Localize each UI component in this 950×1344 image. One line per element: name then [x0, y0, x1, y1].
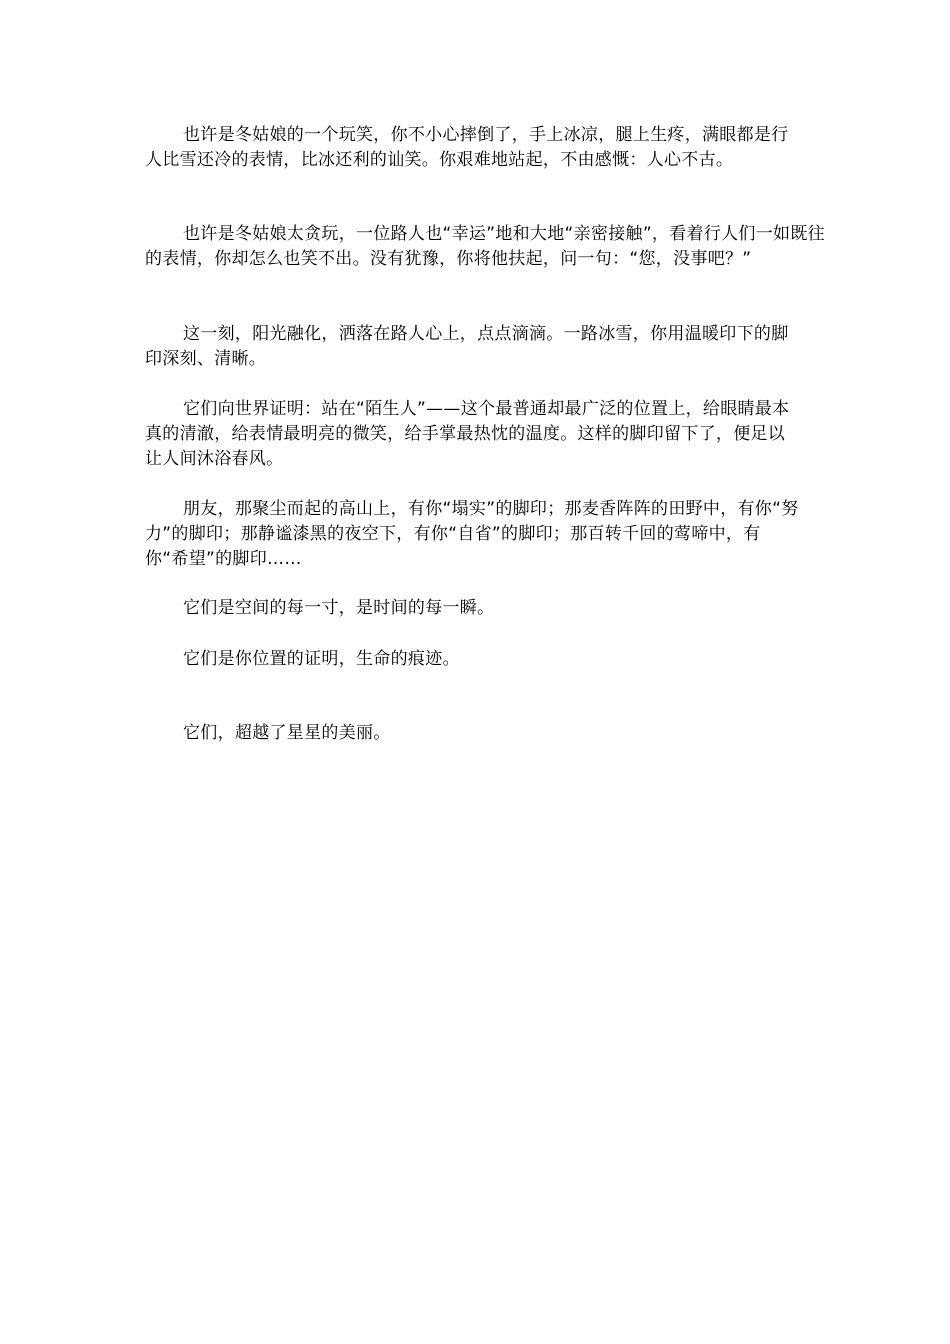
paragraph-2: 也许是冬姑娘太贪玩，一位路人也“幸运”地和大地“亲密接触”，看着行人们一如既往的表情，你却怎么也笑不出。没有犹豫，你将他扶起，问一句：“您，没事吧？” — [145, 224, 825, 269]
paragraph-1: 也许是冬姑娘的一个玩笑，你不小心摔倒了，手上冰凉，腿上生疼，满眼都是行人比雪还冷的表情，比冰还利的讪笑。你艰难地站起，不由感慨：人心不古。 — [145, 125, 789, 170]
paragraph-3: 这一刻，阳光融化，洒落在路人心上，点点滴滴。一路冰雪，你用温暖印下的脚印深刻、清晰。 — [145, 324, 789, 369]
paragraph-4: 它们向世界证明：站在“陌生人”——这个最普通却最广泛的位置上，给眼睛最本真的清澈，给表情最明亮的微笑，给手掌最热忱的温度。这样的脚印留下了，便足以让人间沐浴春风。 — [145, 399, 790, 469]
paragraph-7: 它们是你位置的证明，生命的痕迹。 — [183, 649, 460, 669]
paragraph-5: 朋友，那聚尘而起的高山上，有你“塌实”的脚印；那麦香阵阵的田野中，有你“努力”的脚印；那静谧漆黑的夜空下，有你“自省”的脚印；那百转千回的莺啼中，有你“希望”的脚印…… — [145, 499, 799, 569]
paragraph-8: 它们，超越了星星的美丽。 — [183, 723, 391, 743]
paragraph-6: 它们是空间的每一寸，是时间的每一瞬。 — [183, 598, 495, 618]
